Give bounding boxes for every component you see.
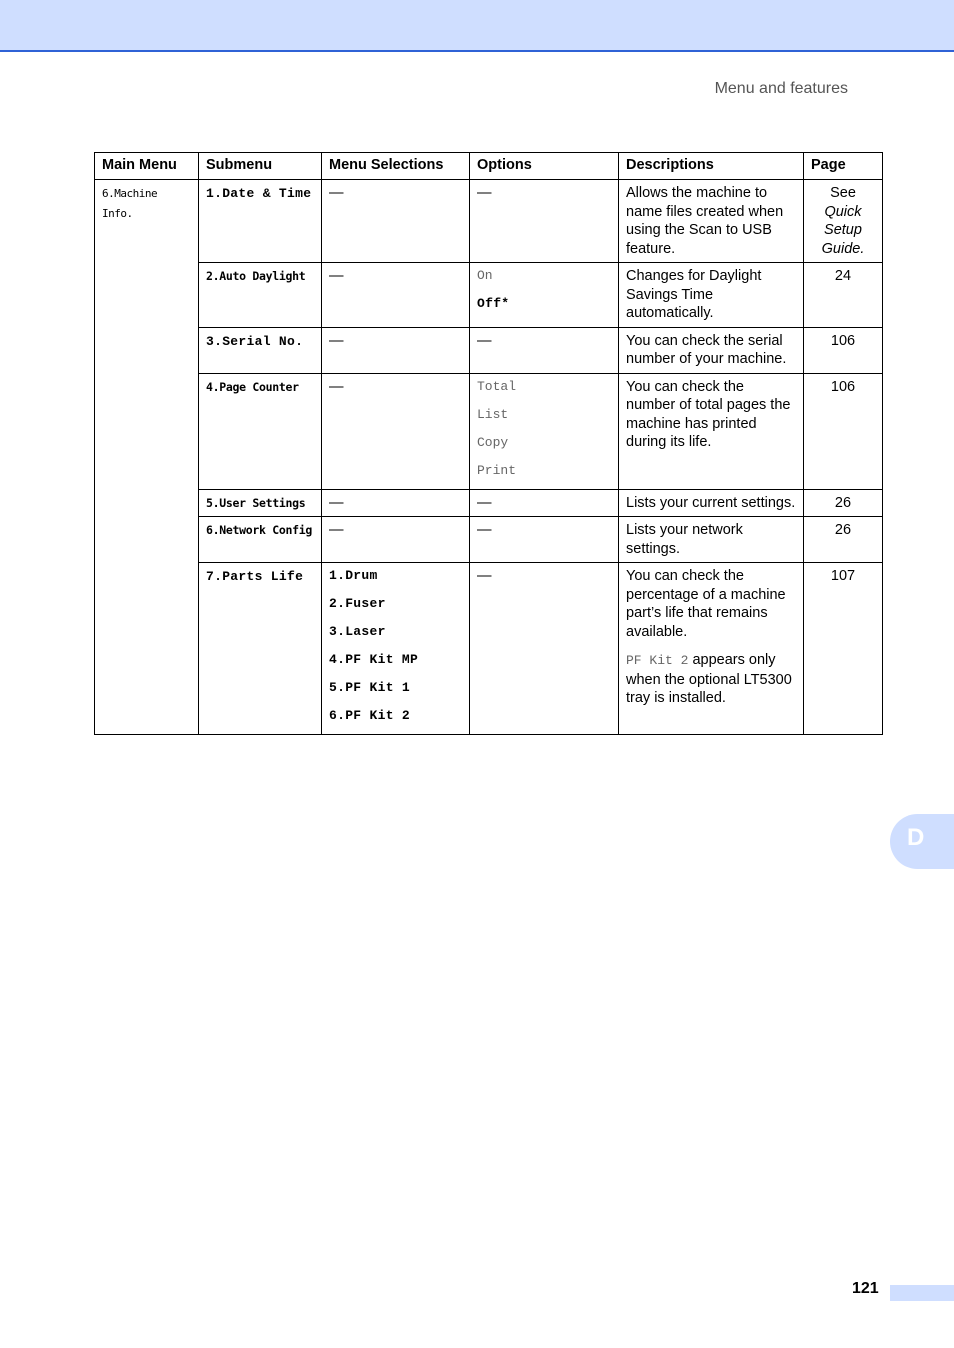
table-header-row [95,153,883,180]
table-row [95,327,883,373]
selection-value: 3.Laser [329,624,386,639]
main-menu-cell: 6.Machine Info. [95,180,199,735]
submenu-cell: 4.Page Counter [199,373,322,489]
description-text: You can check the percentage of a machine part’s life that remains available. [626,568,786,640]
description-cell: Lists your network settings. [619,517,804,563]
table-row [95,263,883,328]
table-row [95,517,883,563]
table-row [95,180,883,263]
description-cell: You can check the serial number of your machine. [619,327,804,373]
option-value: On [477,268,493,283]
selection-value: 4.PF Kit MP [329,652,419,667]
submenu-cell: 7.Parts Life [199,563,322,735]
selection-cell: — [322,180,470,263]
option-cell [470,263,619,328]
column-header: Submenu [199,153,322,180]
description-cell: Lists your current settings. [619,489,804,517]
submenu-cell: 2.Auto Daylight [199,263,322,328]
option-cell: — [470,327,619,373]
column-header: Descriptions [619,153,804,180]
page-cell: 106 [804,373,883,489]
selection-cell: — [322,489,470,517]
description-cell: Changes for Daylight Savings Time automatically. [619,263,804,328]
page-number: 121 [852,1280,879,1297]
selection-value: 5.PF Kit 1 [329,680,411,695]
submenu-cell: 5.User Settings [199,489,322,517]
description-cell [619,563,804,735]
page-cell: 24 [804,263,883,328]
table-row [95,563,883,735]
option-cell: — [470,517,619,563]
selection-cell [322,563,470,735]
option-value: List [477,406,509,422]
table-row [95,489,883,517]
page-cell: See Quick Setup Guide. [804,180,883,263]
selection-cell: — [322,263,470,328]
description-cell: You can check the number of total pages the machine has printed during its life. [619,373,804,489]
option-value: Total [477,378,517,394]
option-cell [470,373,619,489]
selection-value: 6.PF Kit 2 [329,708,411,723]
description-cell: Allows the machine to name files created when using the Scan to USB feature. [619,180,804,263]
chapter-tab [890,814,954,869]
page-cell: 26 [804,489,883,517]
note-text: appears only when the optional LT5300 tray is installed. [626,652,792,706]
submenu-cell: 3.Serial No. [199,327,322,373]
chapter-tab-label: D [907,824,925,851]
description-note [626,651,796,708]
selection-cell: — [322,373,470,489]
menu-table [94,152,883,735]
option-cell: — [470,180,619,263]
column-header: Options [470,153,619,180]
option-value: Copy [477,434,509,450]
header-band [0,0,954,52]
selection-cell: — [322,327,470,373]
submenu-cell: 6.Network Config [199,517,322,563]
page-cell: 106 [804,327,883,373]
page-cell: 107 [804,563,883,735]
submenu-cell: 1.Date & Time [199,180,322,263]
selection-value: 2.Fuser [329,596,386,611]
running-header: Menu and features [714,80,848,97]
page-cell: 26 [804,517,883,563]
column-header: Menu Selections [322,153,470,180]
selection-value: 1.Drum [329,568,378,583]
column-header: Main Menu [95,153,199,180]
option-value-default: Off* [477,296,510,311]
option-cell: — [470,563,619,735]
selection-cell: — [322,517,470,563]
table-row [95,373,883,489]
note-code: PF Kit 2 [626,653,689,668]
page-number-bar [890,1285,954,1301]
option-cell: — [470,489,619,517]
column-header: Page [804,153,883,180]
option-value: Print [477,462,517,478]
